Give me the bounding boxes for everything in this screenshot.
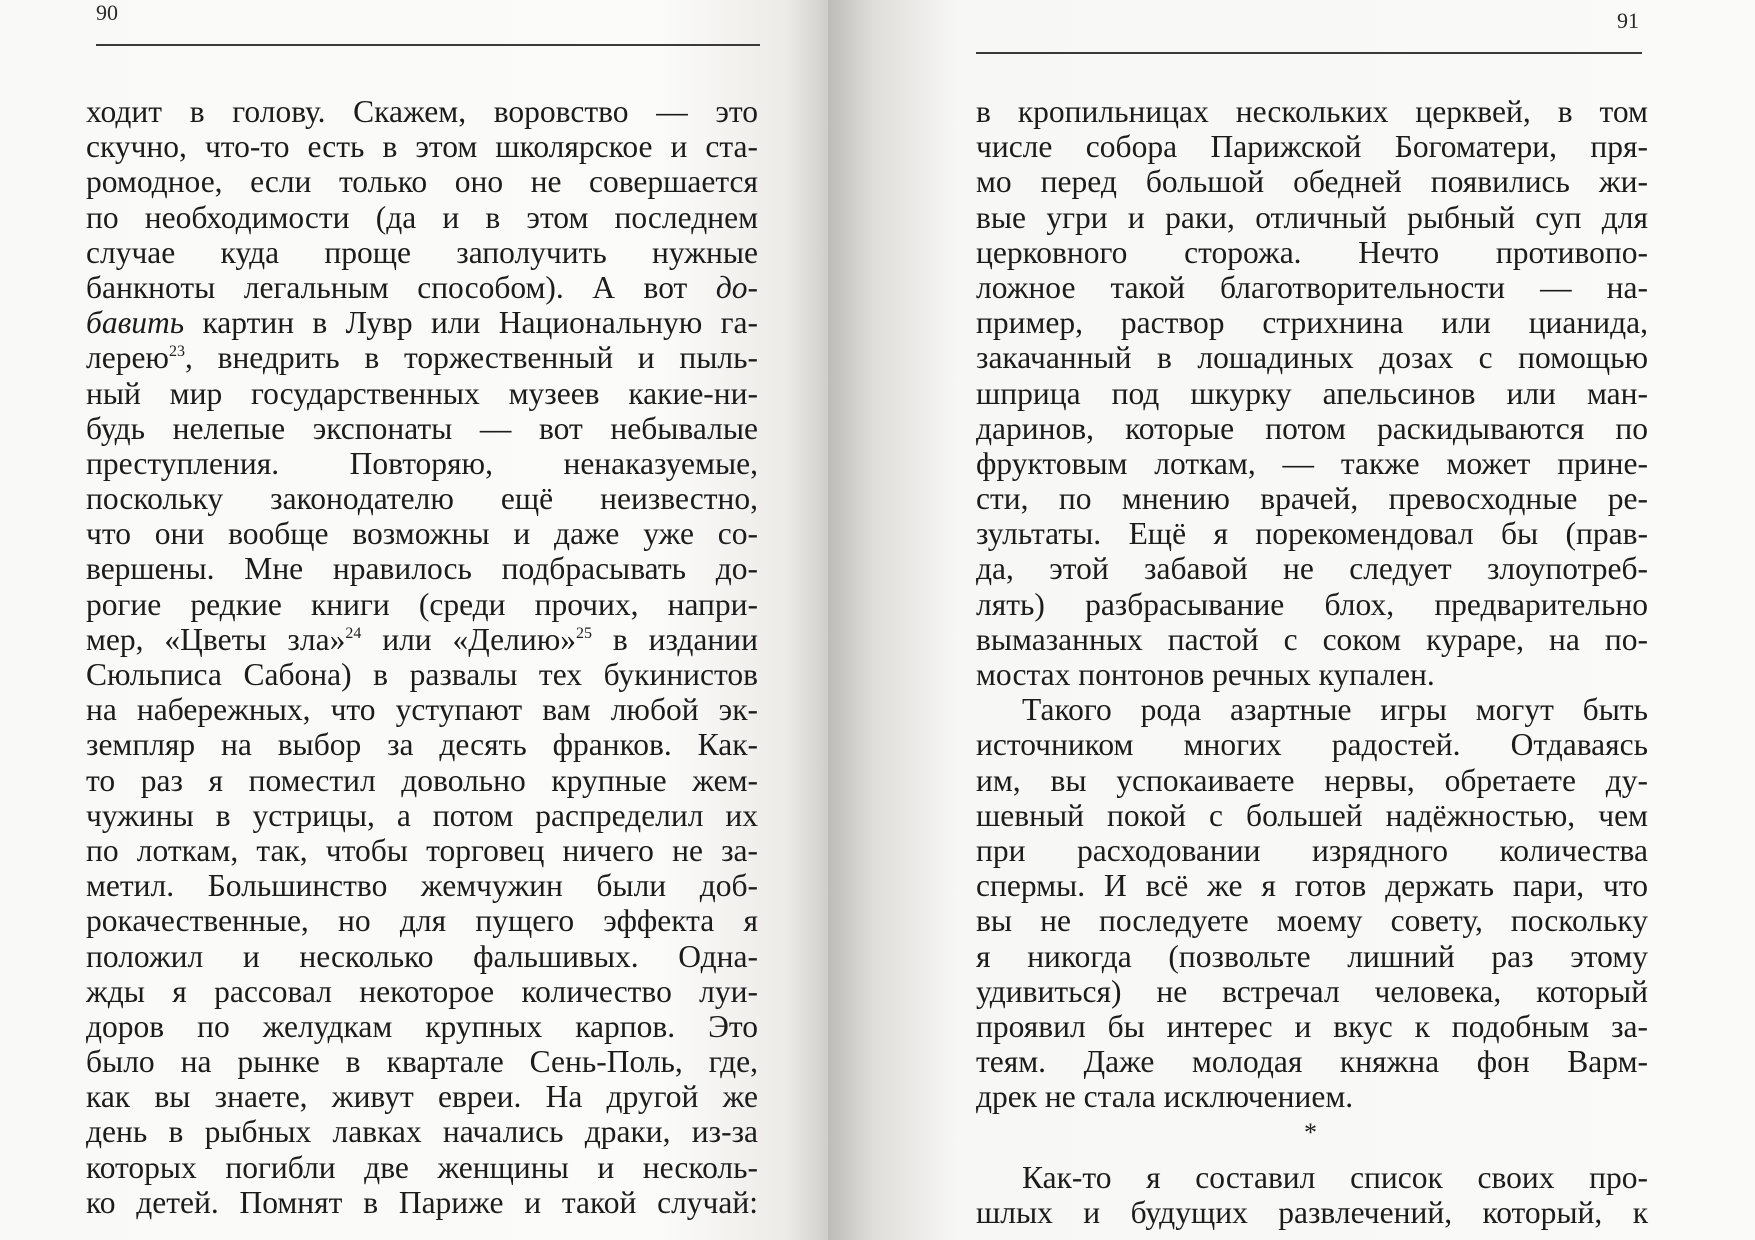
right-page-text — [976, 94, 1648, 1114]
text-line: по необходимости (да и в этом последнем — [86, 199, 758, 235]
text-line: проявил бы интерес и вкус к подобным за- — [976, 1008, 1648, 1044]
text-line: ромодное, если только оно не совершается — [86, 164, 758, 200]
text-line: даринов, которые потом раскидываются по — [976, 410, 1648, 446]
text-fragment: или «Делию» — [361, 621, 577, 657]
text-line: закачанный в лошадиных дозах с помощью — [976, 340, 1648, 376]
text-line: Как-то я составил список своих про- — [1022, 1160, 1648, 1195]
text-line: вы не последуете моему совету, поскольку — [976, 903, 1648, 939]
text-line: то раз я поместил довольно крупные жем- — [86, 762, 758, 798]
text-line: при расходовании изрядного количества — [976, 832, 1648, 868]
text-line: церковного сторожа. Нечто противопо- — [976, 234, 1648, 270]
text-line: как вы знаете, живут евреи. На другой же — [86, 1079, 758, 1115]
text-line — [86, 340, 758, 375]
text-line: шприца под шкурку апельсинов или ман- — [976, 375, 1648, 411]
text-line: рокачественные, но для пущего эффекта я — [86, 903, 758, 939]
text-line: вые угри и раки, отличный рыбный суп для — [976, 199, 1648, 235]
left-page-text — [86, 94, 758, 1220]
text-line: ложное такой благотворительности — на- — [976, 269, 1648, 305]
text-line — [86, 622, 758, 657]
text-line: зультаты. Ещё я порекомендовал бы (прав- — [976, 516, 1648, 552]
italic-text: бавить — [86, 305, 185, 341]
text-line: теям. Даже молодая княжна фон Варм- — [976, 1044, 1648, 1080]
text-line: вымазанных пастой с соком кураре, на по- — [976, 621, 1648, 657]
header-rule-right — [976, 52, 1642, 54]
text-line: мостах понтонов речных купален. — [976, 657, 1435, 692]
text-line: день в рыбных лавках начались драки, из-за — [86, 1114, 758, 1150]
text-line: которых погибли две женщины и несколь- — [86, 1149, 758, 1185]
text-line: жды я рассовал некоторое количество луи- — [86, 973, 758, 1009]
text-line — [86, 305, 758, 340]
text-line: я никогда (позвольте лишний раз этому — [976, 938, 1648, 974]
text-line: ходит в голову. Скажем, воровство — это — [86, 94, 758, 129]
text-line: в кропильницах нескольких церквей, в том — [976, 94, 1648, 129]
text-line: земпляр на выбор за десять франков. Как- — [86, 727, 758, 763]
text-line: да, этой забавой не следует злоупотреб- — [976, 551, 1648, 587]
text-line: чужины в устрицы, а потом распределил их — [86, 797, 758, 833]
text-line: доров по желудкам крупных карпов. Это — [86, 1008, 758, 1044]
text-line: лять) разбрасывание блох, предварительно — [976, 586, 1648, 622]
text-line: вершены. Мне нравилось подбрасывать до- — [86, 551, 758, 587]
text-line: преступления. Повторяю, ненаказуемые, — [86, 445, 758, 481]
header-rule-left — [96, 44, 760, 46]
text-line: спермы. И всё же я готов держать пари, что — [976, 868, 1648, 904]
text-line: рогие редкие книги (среди прочих, напри- — [86, 586, 758, 622]
text-line: удивиться) не встречал человека, который — [976, 973, 1648, 1009]
right-page — [828, 0, 1755, 1240]
text-line: положил и несколько фальшивых. Одна- — [86, 938, 758, 974]
text-line: дрек не стала исключением. — [976, 1079, 1354, 1115]
text-line: будь нелепые экспонаты — вот небывалые — [86, 410, 758, 446]
text-line: сти, по мнению врачей, превосходные ре- — [976, 481, 1648, 517]
text-line: по лоткам, так, чтобы торговец ничего не за- — [86, 832, 758, 868]
page-number-right: 91 — [1617, 8, 1639, 33]
text-line: мо перед большой обедней появились жи- — [976, 164, 1648, 200]
text-fragment: в издании — [592, 621, 758, 657]
text-line: скучно, что-то есть в этом школярское и ста- — [86, 129, 758, 165]
text-line: Такого рода азартные игры могут быть — [1022, 692, 1648, 728]
text-line: числе собора Парижской Богоматери, пря- — [976, 129, 1648, 165]
text-line: ный мир государственных музеев какие-ни- — [86, 375, 758, 411]
text-line: шевный покой с большей надёжностью, чем — [976, 797, 1648, 833]
text-line: на набережных, что уступают вам любой эк- — [86, 692, 758, 728]
text-line — [86, 270, 758, 305]
text-fragment: , внедрить в торжественный и пыль- — [184, 340, 758, 376]
text-fragment: мер, «Цветы зла» — [86, 621, 346, 657]
page-number-left: 90 — [96, 0, 118, 25]
text-line: фруктовым лоткам, — также может прине- — [976, 445, 1648, 481]
text-line: источником многих радостей. Отдаваясь — [976, 727, 1648, 763]
italic-text: до- — [715, 269, 758, 305]
text-line: было на рынке в квартале Сень-Поль, где, — [86, 1044, 758, 1080]
text-line: метил. Большинство жемчужин были доб- — [86, 868, 758, 904]
text-fragment: картин в Лувр или Национальную га- — [184, 305, 758, 341]
text-line: случае куда проще заполучить нужные — [86, 234, 758, 270]
text-line: им, вы успокаиваете нервы, обретаете ду- — [976, 762, 1648, 798]
right-page-text-continued — [976, 1160, 1648, 1230]
text-line: поскольку законодателю ещё неизвестно, — [86, 481, 758, 517]
text-line: что они вообще возможны и даже уже со- — [86, 516, 758, 552]
text-line: шлых и будущих развлечений, который, к — [976, 1195, 1648, 1231]
text-fragment: лерею — [86, 340, 169, 376]
left-page — [0, 0, 828, 1240]
footnote-ref-24[interactable]: 24 — [345, 624, 362, 642]
text-fragment: банкноты легальным способом). А вот — [86, 269, 716, 305]
footnote-ref-25[interactable]: 25 — [576, 624, 593, 642]
text-line: пример, раствор стрихнина или цианида, — [976, 305, 1648, 341]
text-line: ко детей. Помнят в Париже и такой случай: — [86, 1184, 758, 1220]
footnote-ref-23[interactable]: 23 — [168, 343, 185, 361]
section-separator: * — [1304, 1118, 1317, 1147]
text-line: Сюльписа Сабона) в развалы тех букинистов — [86, 657, 758, 692]
